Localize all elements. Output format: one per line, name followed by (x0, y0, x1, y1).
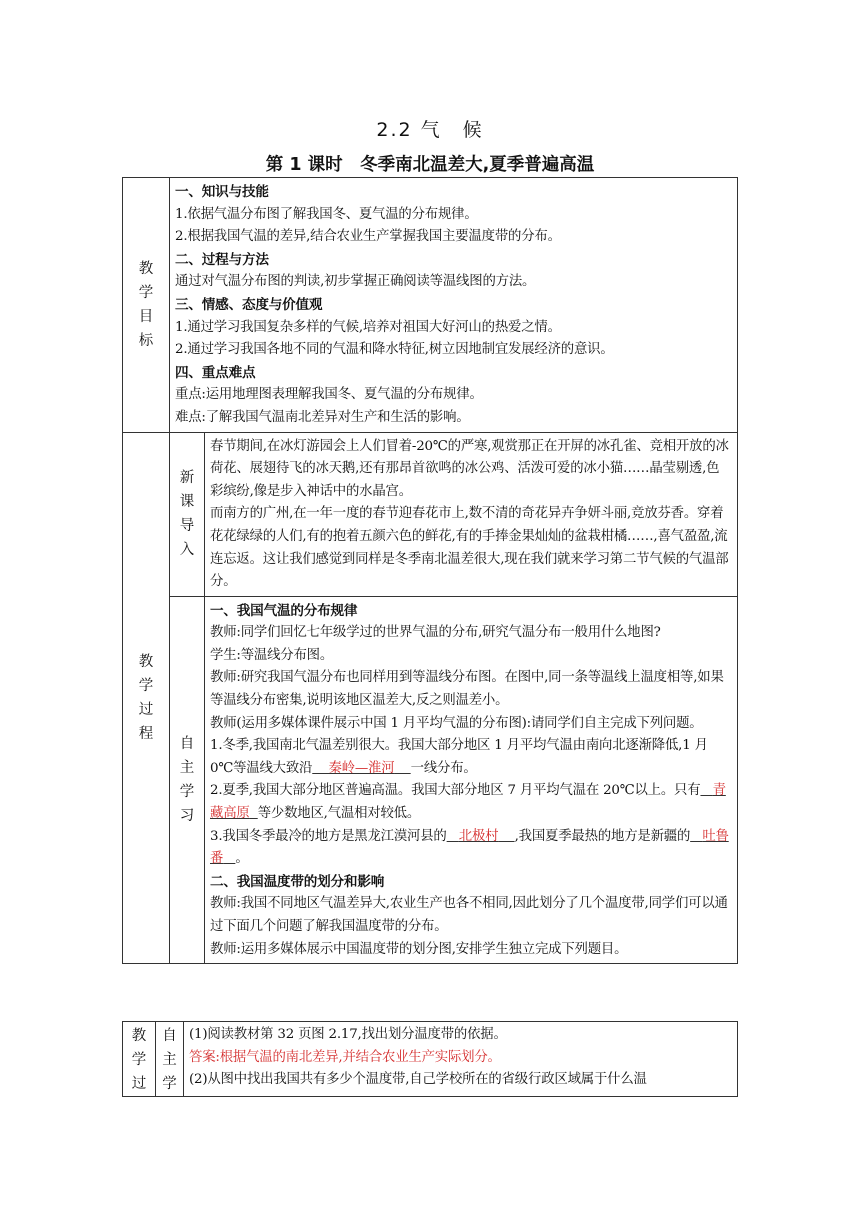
teacher-line: 教师:研究我国气温分布也同样用到等温线分布图。在图中,同一条等温线上温度相等,如果等温线分布密集,说明该地区温差大,反之则温差小。 (210, 670, 724, 709)
teacher-line: 教师(运用多媒体课件展示中国 1 月平均气温的分布图):请同学们自主完成下列问题。 (210, 715, 703, 731)
question-1: 1.冬季,我国南北气温差别很大。我国大部分地区 1 月平均气温由南向北逐渐降低,1 月 0℃等温线大致沿 秦岭—淮河 一线分布。 (210, 738, 708, 776)
objective-item: 1.依据气温分布图了解我国冬、夏气温的分布规律。 (175, 206, 478, 222)
section-heading: 三、情感、态度与价值观 (175, 296, 323, 313)
continuation-content (184, 1022, 738, 1097)
objectives-label: 教学目标 (123, 178, 170, 433)
section-heading: 一、知识与技能 (175, 184, 269, 200)
teacher-line: 教师:运用多媒体展示中国温度带的划分图,安排学生独立完成下列题目。 (210, 941, 628, 957)
self-study-content (205, 596, 738, 964)
continuation-table (122, 1021, 738, 1097)
question-2: 2.夏季,我国大部分地区普遍高温。我国大部分地区 7 月平均气温在 20℃以上。只有 青藏高原 等少数地区,气温相对较低。 (210, 783, 726, 822)
lesson-subtitle: 第 1 课时 冬季南北温差大,夏季普遍高温 (265, 155, 595, 175)
objective-item: 2.根据我国气温的差异,结合农业生产掌握我国主要温度带的分布。 (175, 229, 561, 245)
answer-blank: 吐鲁番 (210, 828, 729, 867)
intro-content (205, 432, 738, 596)
objectives-content (170, 178, 738, 433)
question-item: (2)从图中找出我国共有多少个温度带,自己学校所在的省级行政区域属于什么温 (189, 1072, 647, 1088)
objectives-row (123, 178, 738, 433)
key-point: 重点:运用地理图表理解我国冬、夏气温的分布规律。 (175, 387, 483, 403)
answer-line: 答案:根据气温的南北差异,并结合农业生产实际划分。 (189, 1049, 501, 1065)
objective-item: 1.通过学习我国复杂多样的气候,培养对祖国大好河山的热爱之情。 (175, 319, 561, 335)
self-study-row (123, 596, 738, 964)
process-label-cont: 教学过 (123, 1022, 156, 1097)
section-heading: 二、过程与方法 (175, 251, 269, 268)
process-label: 教学过程 (123, 432, 170, 964)
intro-paragraph: 而南方的广州,在一年一度的春节迎春花市上,数不清的奇花异卉争妍斗丽,竞放芬香。穿着花花绿绿的人们,有的抱着五颜六色的鲜花,有的手捧金果灿灿的盆栽柑橘……,喜气盈盈,流连忘返。这让我们感觉到同样是冬季南北温差很大,现在我们就来学习第二节气候的气温部分。 (210, 506, 729, 590)
section-heading: 四、重点难点 (175, 364, 256, 381)
intro-paragraph: 春节期间,在冰灯游园会上人们冒着-20℃的严寒,观赏那正在开屏的冰孔雀、竞相开放的冰荷花、展翅待飞的冰天鹅,还有那昂首欲鸣的冰公鸡、活泼可爱的冰小猫……晶莹剔透,色彩缤纷,像是步入神话中的水晶宫。 (210, 438, 729, 499)
difficult-point: 难点:了解我国气温南北差异对生产和生活的影响。 (175, 409, 470, 425)
section-heading: 二、我国温度带的划分和影响 (210, 873, 385, 890)
answer-blank: 秦岭—淮河 (328, 760, 395, 776)
answer-blank: 北极村 (458, 828, 499, 844)
question-3: 3.我国冬季最冷的地方是黑龙江漠河县的 北极村 ,我国夏季最热的地方是新疆的 吐鲁番 。 (210, 828, 729, 867)
teacher-line: 教师:我国不同地区气温差异大,农业生产也各不相同,因此划分了几个温度带,同学们可以通过下面几个问题了解我国温度带的分布。 (210, 896, 728, 934)
objective-item: 2.通过学习我国各地不同的气温和降水特征,树立因地制宜发展经济的意识。 (175, 342, 614, 358)
question-item: (1)阅读教材第 32 页图 2.17,找出划分温度带的依据。 (189, 1027, 507, 1042)
student-line: 学生:等温线分布图。 (210, 647, 334, 663)
teacher-line: 教师:同学们回忆七年级学过的世界气温的分布,研究气温分布一般用什么地图? (210, 625, 661, 641)
self-study-label-cont: 自主学 (156, 1022, 184, 1097)
intro-label: 新课导入 (170, 432, 205, 596)
lesson-plan-table (122, 177, 738, 964)
answer-blank: 青藏高原 (210, 783, 726, 822)
page-title: 2.2 气 候 (376, 119, 484, 141)
section-heading: 一、我国气温的分布规律 (210, 602, 358, 619)
self-study-label: 自主学习 (170, 596, 205, 964)
objective-item: 通过对气温分布图的判读,初步掌握正确阅读等温线图的方法。 (175, 274, 536, 290)
intro-row (123, 432, 738, 596)
